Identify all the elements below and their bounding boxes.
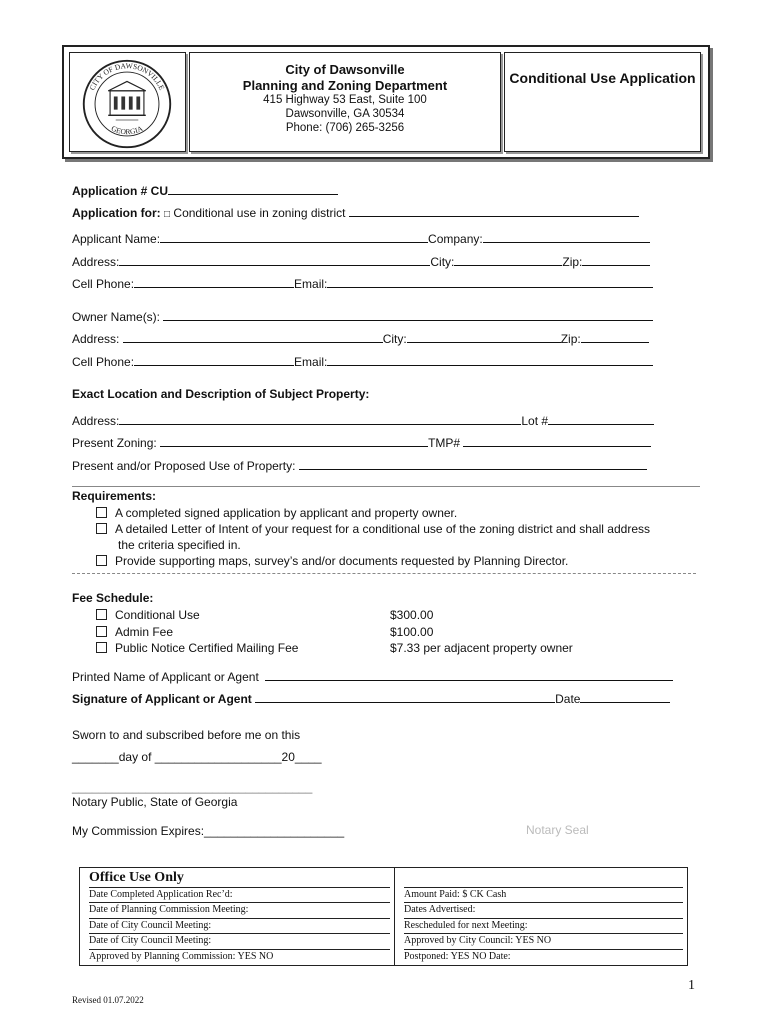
fee-label: Admin Fee bbox=[115, 625, 174, 639]
office-field: Amount Paid: $ CK Cash bbox=[404, 887, 683, 903]
printed-name-row bbox=[72, 668, 692, 684]
phone-number: Phone: (706) 265-3256 bbox=[285, 122, 405, 134]
office-field: Rescheduled for next Meeting: bbox=[404, 918, 683, 934]
applicant-email-label: Email: bbox=[294, 277, 328, 291]
office-field: Approved by City Council: YES NO bbox=[404, 933, 683, 949]
company-field[interactable] bbox=[483, 230, 650, 243]
city-state-zip: Dawsonville, GA 30534 bbox=[285, 108, 405, 120]
checkbox-icon[interactable] bbox=[96, 523, 107, 534]
fee-amount: $100.00 bbox=[390, 625, 434, 639]
printed-name-field[interactable] bbox=[265, 668, 673, 681]
office-field: Date of City Council Meeting: bbox=[89, 933, 390, 949]
fee-label: Public Notice Certified Mailing Fee bbox=[115, 641, 299, 655]
office-field: Approved by Planning Commission: YES NO bbox=[89, 949, 390, 965]
applicant-address-field[interactable] bbox=[119, 253, 430, 266]
owner-email-field[interactable] bbox=[327, 353, 653, 366]
fee-item bbox=[96, 640, 298, 656]
applicant-address-label: Address: bbox=[72, 255, 120, 269]
applicant-name-row bbox=[72, 230, 662, 246]
lot-field[interactable] bbox=[548, 412, 654, 425]
property-address-label: Address: bbox=[72, 414, 120, 428]
property-address-row bbox=[72, 412, 662, 428]
company-label: Company: bbox=[428, 232, 483, 246]
property-heading: Exact Location and Description of Subject Property: bbox=[72, 387, 370, 401]
checkbox-icon[interactable]: □ bbox=[164, 209, 171, 220]
signature-date-field[interactable] bbox=[580, 690, 670, 703]
applicant-city-field[interactable] bbox=[454, 253, 562, 266]
divider bbox=[72, 486, 700, 487]
requirement-item bbox=[96, 505, 457, 521]
street-address: 415 Highway 53 East, Suite 100 bbox=[263, 94, 427, 106]
office-field: Date of City Council Meeting: bbox=[89, 918, 390, 934]
checkbox-icon[interactable] bbox=[96, 642, 107, 653]
applicant-zip-field[interactable] bbox=[582, 253, 650, 266]
applicant-contact-row bbox=[72, 275, 662, 291]
applicant-email-field[interactable] bbox=[327, 275, 653, 288]
owner-address-label: Address: bbox=[72, 332, 120, 346]
svg-text:CITY OF DAWSONVILLE: CITY OF DAWSONVILLE bbox=[87, 61, 167, 92]
owner-name-label: Owner Name(s): bbox=[72, 310, 161, 324]
property-address-field[interactable] bbox=[119, 412, 521, 425]
zoning-district-field[interactable] bbox=[349, 204, 639, 217]
owner-zip-label: Zip: bbox=[560, 332, 581, 346]
fee-amount: $7.33 per adjacent property owner bbox=[390, 641, 573, 655]
present-zoning-label: Present Zoning: bbox=[72, 436, 157, 450]
applicant-cell-label: Cell Phone: bbox=[72, 277, 135, 291]
fee-amount: $300.00 bbox=[390, 608, 434, 622]
sworn-date-line[interactable]: _______day of ___________________20____ bbox=[72, 750, 322, 764]
applicant-city-label: City: bbox=[430, 255, 455, 269]
city-seal-logo bbox=[80, 57, 174, 151]
form-header bbox=[62, 45, 710, 159]
date-label: Date bbox=[555, 692, 581, 706]
owner-cell-label: Cell Phone: bbox=[72, 355, 135, 369]
notary-public-label: Notary Public, State of Georgia bbox=[72, 795, 238, 809]
office-field: Date Completed Application Rec’d: bbox=[89, 887, 390, 903]
requirements-heading: Requirements: bbox=[72, 489, 157, 503]
application-number-row bbox=[72, 182, 662, 198]
checkbox-icon[interactable] bbox=[96, 609, 107, 620]
requirement-item bbox=[96, 553, 568, 569]
property-use-label: Present and/or Proposed Use of Property: bbox=[72, 459, 296, 473]
owner-city-field[interactable] bbox=[407, 330, 561, 343]
application-for-option: Conditional use in zoning district bbox=[173, 206, 346, 220]
application-for-label: Application for: bbox=[72, 206, 161, 220]
office-field: Postponed: YES NO Date: bbox=[404, 949, 683, 965]
divider bbox=[72, 573, 696, 574]
office-field: Date of Planning Commission Meeting: bbox=[89, 902, 390, 918]
application-number-label: Application # CU bbox=[72, 184, 169, 198]
applicant-cell-field[interactable] bbox=[134, 275, 294, 288]
tmp-field[interactable] bbox=[463, 434, 651, 447]
form-title: Conditional Use Application bbox=[509, 70, 696, 86]
application-number-field[interactable] bbox=[168, 182, 338, 195]
owner-address-row bbox=[72, 330, 662, 346]
office-use-title: Office Use Only bbox=[89, 870, 184, 885]
requirement-text-continued: the criteria specified in. bbox=[118, 538, 241, 552]
signature-row bbox=[72, 690, 692, 706]
revised-date: Revised 01.07.2022 bbox=[72, 995, 144, 1005]
office-left-column bbox=[80, 868, 395, 965]
owner-zip-field[interactable] bbox=[581, 330, 649, 343]
page-number: 1 bbox=[688, 978, 695, 993]
applicant-zip-label: Zip: bbox=[562, 255, 583, 269]
checkbox-icon[interactable] bbox=[96, 507, 107, 518]
tmp-label: TMP# bbox=[428, 436, 461, 450]
present-zoning-field[interactable] bbox=[160, 434, 428, 447]
sworn-statement: Sworn to and subscribed before me on this bbox=[72, 728, 301, 742]
owner-cell-field[interactable] bbox=[134, 353, 294, 366]
department-info bbox=[189, 52, 501, 152]
requirement-text: A detailed Letter of Intent of your request for a conditional use of the zoning district and shall address bbox=[115, 522, 650, 536]
owner-city-label: City: bbox=[382, 332, 407, 346]
signature-field[interactable] bbox=[255, 690, 555, 703]
applicant-address-row bbox=[72, 253, 662, 269]
owner-contact-row bbox=[72, 353, 662, 369]
commission-expires[interactable]: My Commission Expires:_____________________ bbox=[72, 824, 345, 838]
office-use-table bbox=[79, 867, 688, 966]
property-use-field[interactable] bbox=[299, 457, 647, 470]
application-for-row bbox=[72, 204, 662, 220]
requirement-text: A completed signed application by applicant and property owner. bbox=[115, 506, 458, 520]
checkbox-icon[interactable] bbox=[96, 626, 107, 637]
notary-signature-line[interactable]: ____________________________________ bbox=[72, 780, 313, 794]
printed-name-label: Printed Name of Applicant or Agent bbox=[72, 670, 259, 684]
applicant-name-label: Applicant Name: bbox=[72, 232, 161, 246]
svg-text:GEORGIA: GEORGIA bbox=[109, 123, 145, 137]
owner-address-field[interactable] bbox=[123, 330, 383, 343]
property-use-row bbox=[72, 457, 662, 473]
title-box bbox=[504, 52, 701, 152]
requirement-text: Provide supporting maps, survey’s and/or documents requested by Planning Director. bbox=[115, 554, 569, 568]
seal-box bbox=[69, 52, 186, 152]
requirement-item bbox=[96, 521, 650, 537]
city-name: City of Dawsonville bbox=[285, 62, 405, 77]
lot-label: Lot # bbox=[521, 414, 549, 428]
office-field: Dates Advertised: bbox=[404, 902, 683, 918]
owner-name-row bbox=[72, 308, 662, 324]
owner-email-label: Email: bbox=[294, 355, 328, 369]
fee-label: Conditional Use bbox=[115, 608, 200, 622]
department-name: Planning and Zoning Department bbox=[242, 78, 448, 93]
checkbox-icon[interactable] bbox=[96, 555, 107, 566]
office-right-column bbox=[395, 868, 687, 965]
notary-seal-placeholder: Notary Seal bbox=[526, 823, 589, 837]
signature-label: Signature of Applicant or Agent bbox=[72, 692, 252, 706]
applicant-name-field[interactable] bbox=[160, 230, 428, 243]
present-zoning-row bbox=[72, 434, 662, 450]
fee-item bbox=[96, 607, 200, 623]
fee-item bbox=[96, 624, 173, 640]
owner-name-field[interactable] bbox=[163, 308, 653, 321]
fee-schedule-heading: Fee Schedule: bbox=[72, 591, 154, 605]
